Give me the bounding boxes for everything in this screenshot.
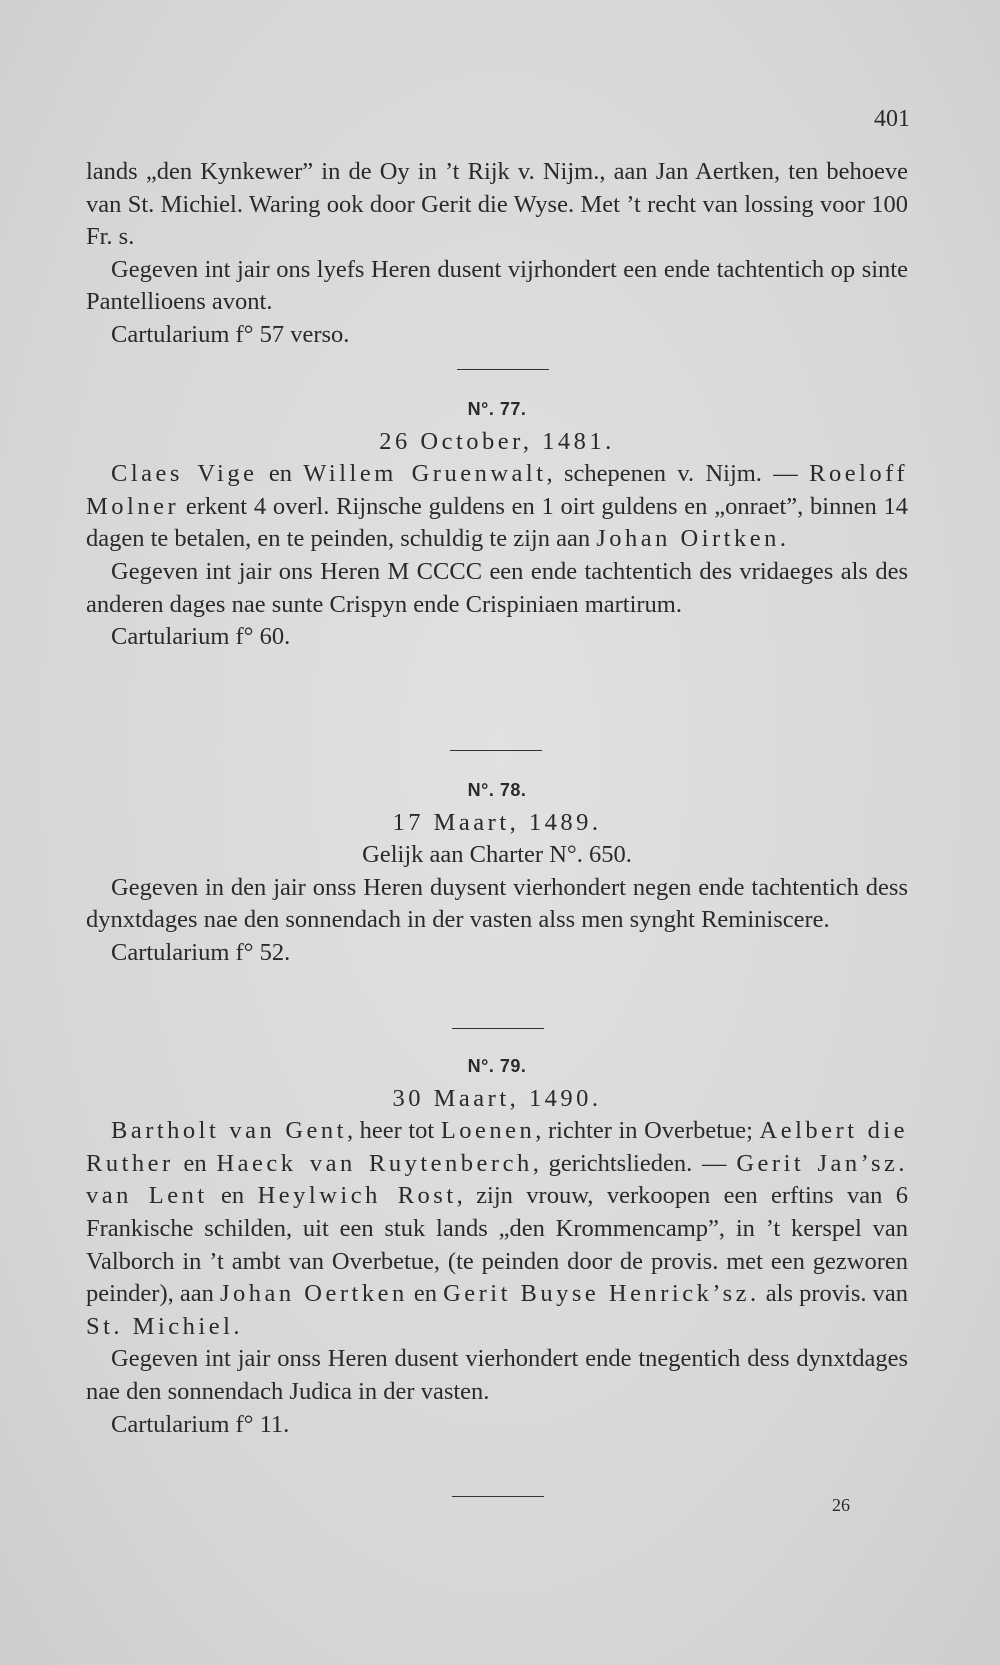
person-name: Gerit Buyse Henrick’sz. (443, 1280, 760, 1308)
entry-78 (86, 774, 908, 970)
entry-cartularium-ref: Cartularium f° 60. (111, 623, 291, 651)
person-name: Bartholt van Gent (111, 1117, 347, 1145)
intro-block (86, 156, 908, 352)
entry-date: 30 Maart, 1490. (392, 1084, 602, 1112)
person-name: Claes Vige (111, 460, 258, 488)
entry-summary: Claes Vige en Willem Gruenwalt, schepenen v. Nijm. — Roeloff Molner erkent 4 overl. Rijnsche guldens en 1 oirt guldens en „onraet”, binnen 14 dagen te betalen, en te peinden, schuldig te zijn aan Johan Oirtken. (86, 460, 909, 553)
intro-paragraph: lands „den Kynkewer” in de Oy in ’t Rijk v. Nijm., aan Jan Aertken, ten behoeve van St. Michiel. Waring ook door Gerit die Wyse. Met ’t recht van lossing voor 100 Fr. s. (86, 158, 908, 251)
entry-subtitle: Gelijk aan Charter N°. 650. (362, 841, 632, 869)
place-name: Loenen (440, 1117, 536, 1145)
person-name: Gerit Jan’sz. van Lent (86, 1149, 909, 1210)
person-name: St. Michiel (86, 1312, 234, 1340)
entry-dating-clause: Gegeven in den jair onss Heren duysent vierhondert negen ende tachtentich dess dynxtdages nae den sonnendach in der vasten alss men synght Reminiscere. (86, 873, 908, 934)
person-name: Johan Oertken (220, 1280, 408, 1308)
person-name: Roeloff Molner (86, 460, 909, 520)
intro-dating-clause: Gegeven int jair ons lyefs Heren dusent vijrhondert een ende tachtentich op sinte Pantellioens avont. (86, 255, 908, 316)
entry-cartularium-ref: Cartularium f° 52. (111, 938, 291, 966)
person-name: Aelbert die Ruther (86, 1117, 908, 1177)
signature-mark: 26 (832, 1495, 850, 1515)
entry-number: N°. 78. (467, 780, 527, 800)
section-divider (452, 1496, 544, 1497)
entry-date: 26 October, 1481. (379, 427, 615, 455)
person-name: Johan Oirtken (596, 525, 780, 553)
entry-79 (86, 1050, 908, 1441)
entry-date: 17 Maart, 1489. (392, 808, 602, 836)
entry-number: N°. 79. (467, 1056, 527, 1076)
entry-cartularium-ref: Cartularium f° 11. (111, 1410, 290, 1438)
page-number: 401 (874, 106, 910, 132)
intro-cartularium-ref: Cartularium f° 57 verso. (111, 320, 350, 348)
entry-dating-clause: Gegeven int jair ons Heren M CCCC een ende tachtentich des vridaeges als des anderen dages nae sunte Crispyn ende Crispiniaen martirum. (86, 557, 908, 618)
entry-number: N°. 77. (467, 399, 527, 419)
section-divider (457, 369, 549, 370)
person-name: Willem Gruenwalt (303, 460, 547, 488)
person-name: Haeck van Ruytenberch (216, 1149, 533, 1177)
section-divider (450, 750, 542, 751)
section-divider (452, 1028, 544, 1029)
entry-dating-clause: Gegeven int jair onss Heren dusent vierhondert ende tnegentich dess dynxtdages nae den sonnendach Judica in der vasten. (86, 1345, 908, 1405)
entry-summary: Bartholt van Gent, heer tot Loenen, richter in Overbetue; Aelbert die Ruther en Haeck van Ruytenberch, gerichtslieden. — Gerit Jan’sz. van Lent en Heylwich Rost, zijn vrouw, verkoopen een erftins van 6 Frankische schilden, uit een stuk lands „den Krommencamp”, in ’t kerspel van Valborch in ’t ambt van Overbetue, (te peinden door de provis. met een gezworen peinder), aan Johan Oertken en Gerit Buyse Henrick’sz. als provis. van St. Michiel. (86, 1117, 909, 1340)
entry-77 (86, 393, 908, 654)
person-name: Heylwich Rost (257, 1182, 457, 1210)
